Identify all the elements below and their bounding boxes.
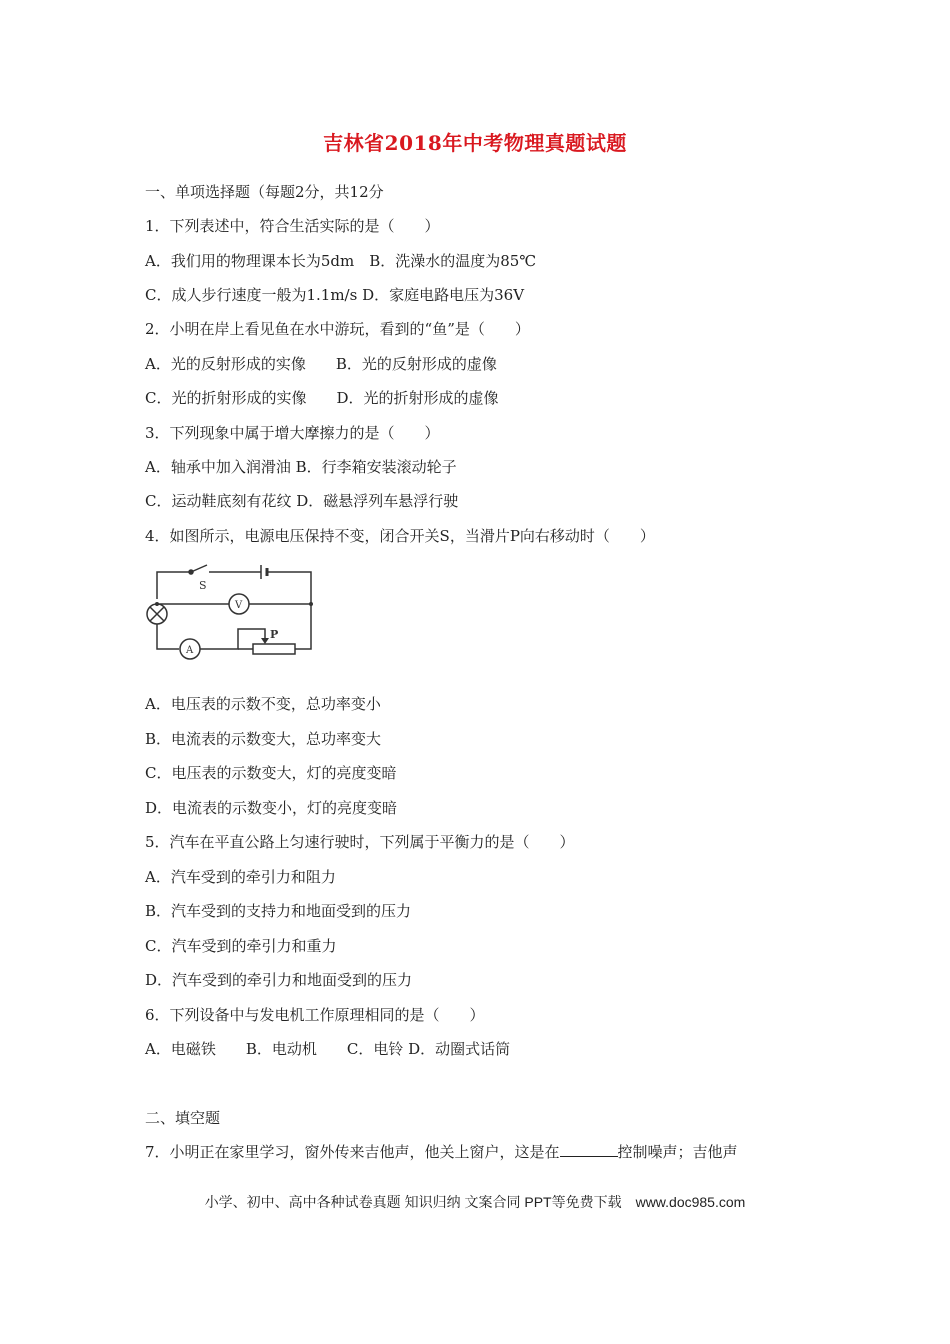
q4-stem: 4．如图所示，电源电压保持不变，闭合开关S，当滑片P向右移动时（ ）	[145, 527, 655, 545]
section-heading-1: 一、单项选择题（每题2分，共12分	[145, 183, 384, 201]
q7-text-before: 7．小明正在家里学习，窗外传来吉他声，他关上窗户，这是在	[145, 1143, 560, 1161]
q1-options-cd: C．成人步行速度一般为1.1m/s D．家庭电路电压为36V	[145, 286, 525, 304]
slider-label: P	[270, 628, 279, 641]
q4-option-c: C．电压表的示数变大，灯的亮度变暗	[145, 764, 397, 782]
q4-option-d: D．电流表的示数变小，灯的亮度变暗	[145, 799, 398, 817]
q7-blank[interactable]	[560, 1142, 618, 1157]
q4-option-a: A．电压表的示数不变，总功率变小	[145, 695, 381, 713]
q5-option-d: D．汽车受到的牵引力和地面受到的压力	[145, 971, 413, 989]
q3-options-cd: C．运动鞋底刻有花纹 D．磁悬浮列车悬浮行驶	[145, 492, 459, 510]
circuit-diagram	[145, 562, 325, 662]
q4-option-b: B．电流表的示数变大，总功率变大	[145, 730, 382, 748]
q5-option-c: C．汽车受到的牵引力和重力	[145, 937, 337, 955]
q5-stem: 5．汽车在平直公路上匀速行驶时，下列属于平衡力的是（ ）	[145, 833, 575, 851]
voltmeter-label: V	[235, 600, 243, 611]
switch-label: S	[199, 579, 207, 592]
q5-option-a: A．汽车受到的牵引力和阻力	[145, 868, 336, 886]
page-title: 吉林省2018年中考物理真题试题	[323, 131, 627, 155]
q2-options-cd: C．光的折射形成的实像 D．光的折射形成的虚像	[145, 389, 499, 407]
section-heading-2: 二、填空题	[145, 1109, 221, 1127]
q2-stem: 2．小明在岸上看见鱼在水中游玩，看到的“鱼”是（ ）	[145, 320, 530, 338]
ammeter-label: A	[186, 645, 194, 656]
q6-options: A．电磁铁 B．电动机 C．电铃 D．动圈式话筒	[145, 1040, 511, 1058]
footer-text: 小学、初中、高中各种试卷真题 知识归纳 文案合同 PPT等免费下载 www.doc985.com	[204, 1194, 746, 1210]
q6-stem: 6．下列设备中与发电机工作原理相同的是（ ）	[145, 1006, 485, 1024]
q3-stem: 3．下列现象中属于增大摩擦力的是（ ）	[145, 424, 440, 442]
q7-stem	[145, 1142, 738, 1162]
q7-text-after: 控制噪声；吉他声	[617, 1143, 738, 1161]
q3-options-ab: A．轴承中加入润滑油 B．行李箱安装滚动轮子	[145, 458, 457, 476]
q1-stem: 1．下列表述中，符合生活实际的是（ ）	[145, 217, 440, 235]
q1-options-ab: A．我们用的物理课本长为5dm B．洗澡水的温度为85℃	[145, 252, 537, 270]
q5-option-b: B．汽车受到的支持力和地面受到的压力	[145, 902, 412, 920]
q2-options-ab: A．光的反射形成的实像 B．光的反射形成的虚像	[145, 355, 497, 373]
